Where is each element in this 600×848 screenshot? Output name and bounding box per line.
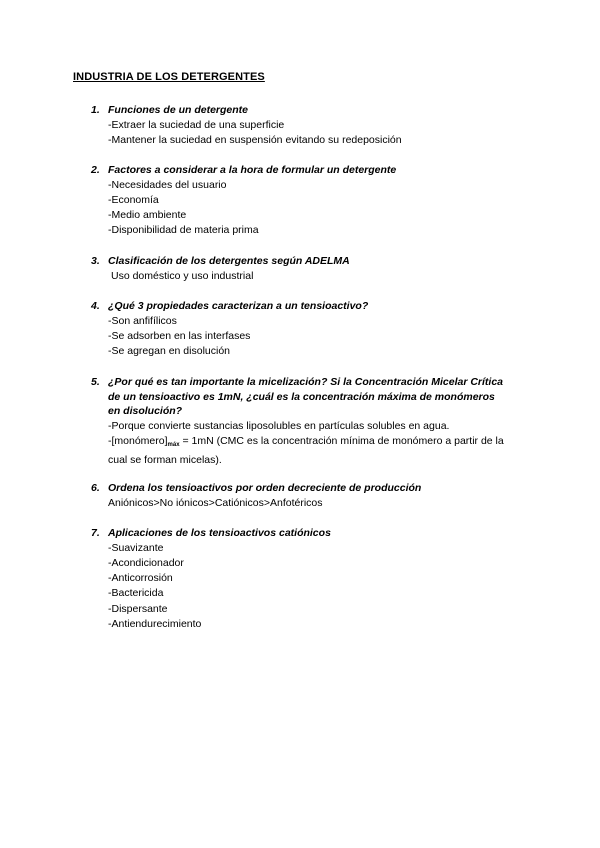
section-2 bbox=[91, 163, 531, 239]
answer-item: cual se forman micelas). bbox=[108, 454, 222, 467]
answer-item: -Suavizante bbox=[108, 541, 164, 554]
question-text: Ordena los tensioactivos por orden decreciente de producción bbox=[108, 482, 422, 494]
question-row bbox=[91, 254, 531, 269]
answer-item: -Economía bbox=[108, 193, 159, 206]
section-3 bbox=[91, 254, 531, 284]
answer-item: Uso doméstico y uso industrial bbox=[111, 269, 254, 282]
formula-rest: = 1mN (CMC es la concentración mínima de monómero a partir de la bbox=[179, 434, 504, 447]
answer-item: -Medio ambiente bbox=[108, 209, 187, 222]
answer-list bbox=[108, 269, 531, 284]
question-text: Clasificación de los detergentes según ADELMA bbox=[108, 255, 350, 267]
question-row bbox=[91, 375, 531, 419]
section-6 bbox=[91, 481, 531, 511]
answer-item: -Necesidades del usuario bbox=[108, 178, 227, 191]
answer-item: -Bactericida bbox=[108, 587, 164, 600]
answer-item: -Extraer la suciedad de una superficie bbox=[108, 118, 285, 131]
question-text: Aplicaciones de los tensioactivos catiónicos bbox=[108, 527, 331, 539]
question-number: 2. bbox=[91, 164, 100, 176]
answer-list bbox=[108, 178, 531, 239]
question-row bbox=[91, 299, 531, 314]
question-row bbox=[91, 163, 531, 178]
question-line: ¿Por qué es tan importante la micelización? Si la Concentración Micelar Crítica bbox=[108, 376, 504, 388]
section-7 bbox=[91, 526, 531, 632]
question-number: 1. bbox=[91, 104, 100, 116]
question-text: Funciones de un detergente bbox=[108, 104, 249, 116]
question-text: ¿Qué 3 propiedades caracterizan a un tensioactivo? bbox=[108, 300, 369, 312]
question-row bbox=[91, 103, 531, 118]
answer-item: -Anticorrosión bbox=[108, 572, 173, 585]
question-number: 7. bbox=[91, 527, 100, 539]
answer-list bbox=[108, 541, 531, 633]
answer-item: -Mantener la suciedad en suspensión evitando su redeposición bbox=[108, 133, 402, 146]
question-number: 4. bbox=[91, 300, 100, 312]
page-title: INDUSTRIA DE LOS DETERGENTES bbox=[73, 71, 265, 83]
question-row bbox=[91, 526, 531, 541]
answer-item: -Son anfifílicos bbox=[108, 314, 177, 327]
section-1 bbox=[91, 103, 531, 148]
answer-item: -Disponibilidad de materia prima bbox=[108, 224, 259, 237]
formula-prefix: -[monómero] bbox=[108, 434, 168, 447]
answer-list bbox=[108, 314, 531, 360]
answer-item: -Acondicionador bbox=[108, 556, 184, 569]
section-5 bbox=[91, 375, 531, 468]
answer-list bbox=[108, 496, 531, 511]
question-text bbox=[108, 375, 503, 419]
answer-item: -Se adsorben en las interfases bbox=[108, 329, 251, 342]
answer-list bbox=[108, 118, 531, 149]
section-4 bbox=[91, 299, 531, 359]
answer-item: -Se agregan en disolución bbox=[108, 345, 231, 358]
answer-item: Aniónicos>No iónicos>Catiónicos>Anfotéricos bbox=[108, 496, 323, 509]
answer-item: -Antiendurecimiento bbox=[108, 617, 202, 630]
question-text: Factores a considerar a la hora de formular un detergente bbox=[108, 164, 397, 176]
formula-subscript: máx bbox=[167, 441, 180, 448]
question-number: 6. bbox=[91, 482, 100, 494]
answer-list bbox=[108, 419, 531, 469]
formula-answer bbox=[108, 434, 531, 453]
question-number: 3. bbox=[91, 255, 100, 267]
question-line: de un tensioactivo es 1mN, ¿cuál es la concentración máxima de monómeros bbox=[108, 390, 495, 403]
question-line: en disolución? bbox=[108, 405, 183, 417]
question-row bbox=[91, 481, 531, 496]
question-number: 5. bbox=[91, 376, 100, 388]
answer-item: -Porque convierte sustancias liposolubles en partículas solubles en agua. bbox=[108, 419, 450, 432]
answer-item: -Dispersante bbox=[108, 602, 168, 615]
